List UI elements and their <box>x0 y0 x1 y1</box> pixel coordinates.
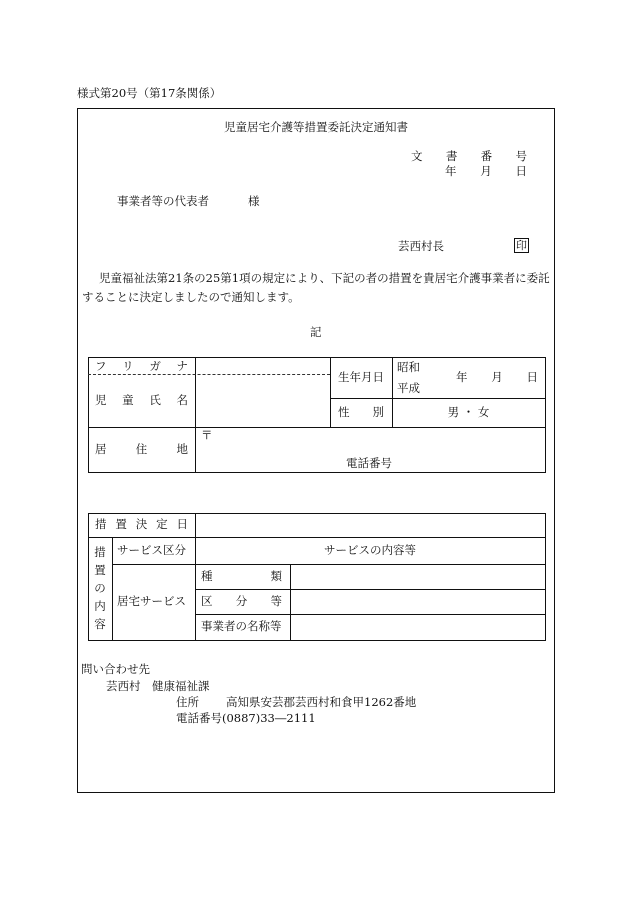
doc-number-char: 文 <box>411 149 423 163</box>
doc-number-char: 号 <box>515 149 527 163</box>
name-char: 氏 <box>149 393 161 407</box>
form-label: 様式第20号（第17条関係） <box>77 86 222 100</box>
kind-char: 類 <box>270 569 282 583</box>
furigana-char: フ <box>95 359 107 373</box>
decision-char: 置 <box>115 517 127 531</box>
furigana-char: リ <box>122 359 134 373</box>
date-char: 日 <box>515 164 527 178</box>
date-char: 月 <box>480 164 492 178</box>
date-char: 年 <box>445 164 457 178</box>
provider-name-label: 事業者の名称等 <box>201 619 282 633</box>
doc-number-char: 書 <box>445 149 458 163</box>
address-label <box>95 444 188 456</box>
issue-date-label <box>445 166 527 178</box>
name-char: 童 <box>122 393 134 407</box>
decision-char: 日 <box>176 517 188 531</box>
address-char: 地 <box>176 442 188 456</box>
birth-ymd-label <box>456 372 538 384</box>
contact-phone: 電話番号(0887)33―2111 <box>176 711 316 725</box>
kind-char: 種 <box>201 569 213 583</box>
division-char: 等 <box>270 594 282 608</box>
era-heisei: 平成 <box>397 381 420 395</box>
sex-char: 別 <box>372 405 384 419</box>
contact-office: 芸西村 健康福祉課 <box>106 679 210 693</box>
decision-char: 措 <box>95 517 107 531</box>
issuer: 芸西村長 <box>398 239 444 253</box>
furigana-label <box>95 361 188 373</box>
name-char: 児 <box>95 393 107 407</box>
sex-value: 男 ・ 女 <box>447 405 490 419</box>
division-label <box>201 596 282 608</box>
measure-content-label: 措置の内容 <box>94 545 106 631</box>
address-char: 居 <box>95 442 107 456</box>
contact-address: 高知県安芸郡芸西村和食甲1262番地 <box>226 695 417 709</box>
service-class-label: サービス区分 <box>117 543 186 557</box>
ymd-char: 月 <box>491 370 503 384</box>
addressee: 事業者等の代表者 <box>117 194 209 208</box>
kind-label <box>201 571 282 583</box>
sex-char: 性 <box>338 405 350 419</box>
addressee-suffix: 様 <box>248 194 260 208</box>
home-service-label: 居宅サービス <box>117 594 186 608</box>
postal-mark: 〒 <box>201 428 213 442</box>
address-char: 住 <box>135 442 148 456</box>
phone-label: 電話番号 <box>346 456 392 470</box>
furigana-char: ナ <box>176 359 188 373</box>
division-char: 分 <box>235 594 248 608</box>
doc-number-char: 番 <box>480 149 493 163</box>
body-text-line1: 児童福祉法第21条の25第1項の規定により、下記の者の措置を貴居宅介護事業者に委託 <box>99 271 550 285</box>
child-name-label <box>95 395 188 407</box>
contact-address-label: 住所 <box>176 695 199 709</box>
division-char: 区 <box>201 594 213 608</box>
name-char: 名 <box>176 393 188 407</box>
contact-heading: 問い合わせ先 <box>81 662 150 676</box>
ymd-char: 日 <box>526 370 538 384</box>
birth-date-label: 生年月日 <box>338 370 384 384</box>
service-content-label: サービスの内容等 <box>324 543 416 557</box>
era-showa: 昭和 <box>397 360 420 374</box>
form-title: 児童居宅介護等措置委託決定通知書 <box>224 120 408 134</box>
ki-label: 記 <box>310 325 322 339</box>
furigana-char: ガ <box>149 359 161 373</box>
sex-label <box>338 407 384 419</box>
decision-char: 決 <box>135 517 148 531</box>
decision-char: 定 <box>156 517 168 531</box>
document-number-label <box>411 151 527 163</box>
decision-date-label <box>95 519 188 531</box>
ymd-char: 年 <box>456 370 468 384</box>
seal-box: 印 <box>516 239 527 252</box>
body-text-line2: することに決定しましたので通知します。 <box>82 290 300 304</box>
